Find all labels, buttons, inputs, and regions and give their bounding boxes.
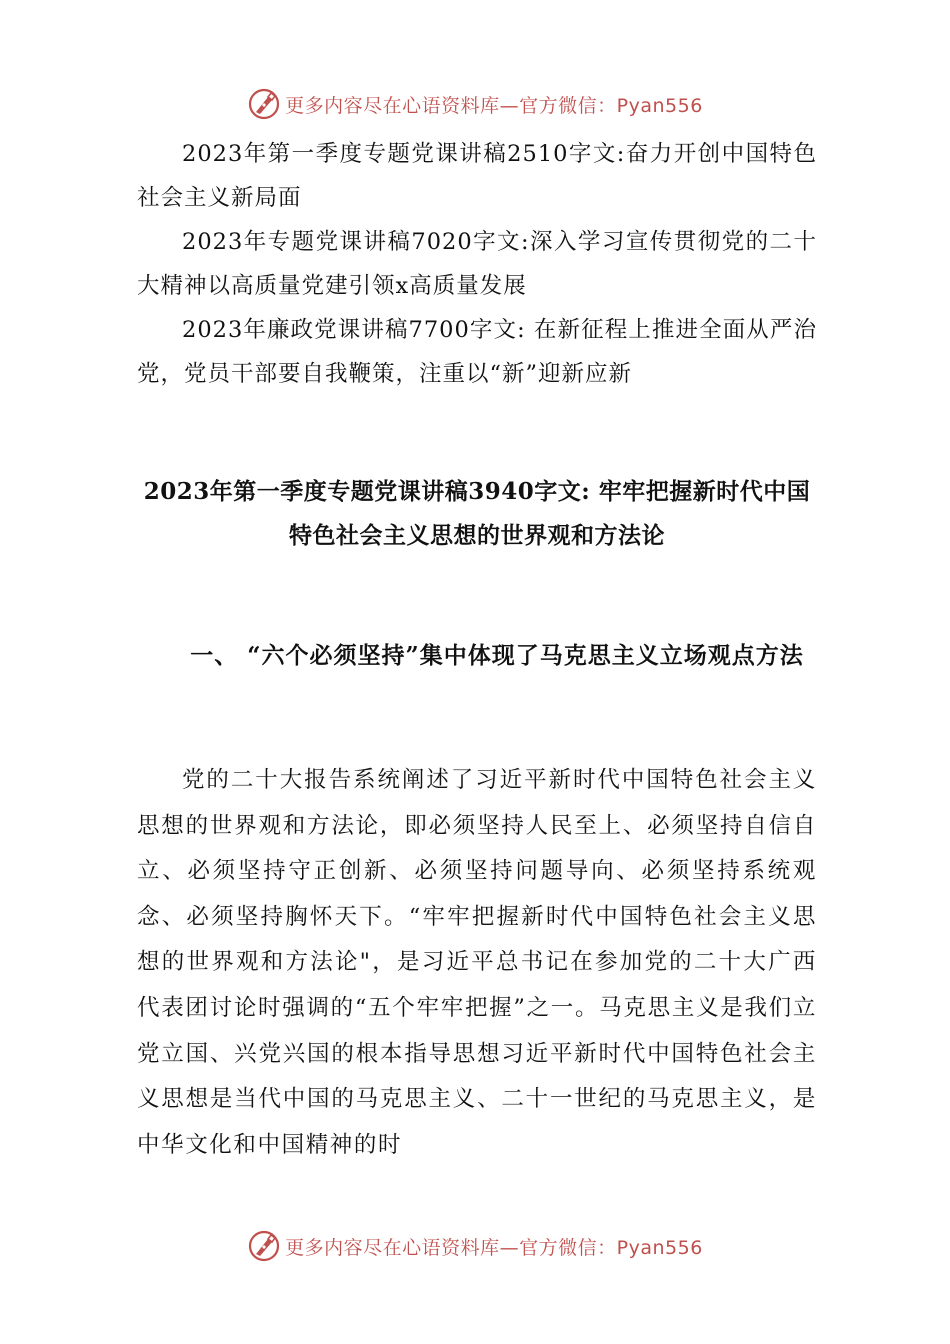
watermark-banner-top [0,86,950,122]
body-paragraph: 党的二十大报告系统阐述了习近平新时代中国特色社会主义思想的世界观和方法论，即必须坚持人民至上、必须坚持自信自立、必须坚持守正创新、必须坚持问题导向、必须坚持系统观念、必须坚持胸怀天下。“牢牢把握新时代中国特色社会主义思想的世界观和方法论"，是习近平总书记在参加党的二十大广西代表团讨论时强调的“五个牢牢把握”之一。马克思主义是我们立党立国、兴党兴国的根本指导思想习近平新时代中国特色社会主义思想是当代中国的马克思主义、二十一世纪的马克思主义，是中华文化和中国精神的时 [137,767,817,1158]
watermark-text: 更多内容尽在心语资料库—官方微信：Pyan556 [285,1236,703,1259]
watermark-banner-bottom [0,1228,950,1264]
pen-nib-logo-icon [247,87,281,121]
document-title: 2023年第一季度专题党课讲稿3940字文: 牢牢把握新时代中国特色社会主义思想的世界观和方法论 [143,478,811,549]
pen-nib-logo-icon [247,1229,281,1263]
watermark-text: 更多内容尽在心语资料库—官方微信：Pyan556 [285,94,703,117]
toc-entry-3: 2023年廉政党课讲稿7700字文: 在新征程上推进全面从严治党，党员干部要自我鞭策，注重以“新”迎新应新 [137,317,817,387]
document-page [137,132,817,1168]
section-heading-1: 一、 “六个必须坚持”集中体现了马克思主义立场观点方法 [190,642,804,669]
toc-entry-1: 2023年第一季度专题党课讲稿2510字文:奋力开创中国特色社会主义新局面 [137,141,817,211]
toc-entry-2: 2023年专题党课讲稿7020字文:深入学习宣传贯彻党的二十大精神以高质量党建引领x高质量发展 [137,229,817,299]
